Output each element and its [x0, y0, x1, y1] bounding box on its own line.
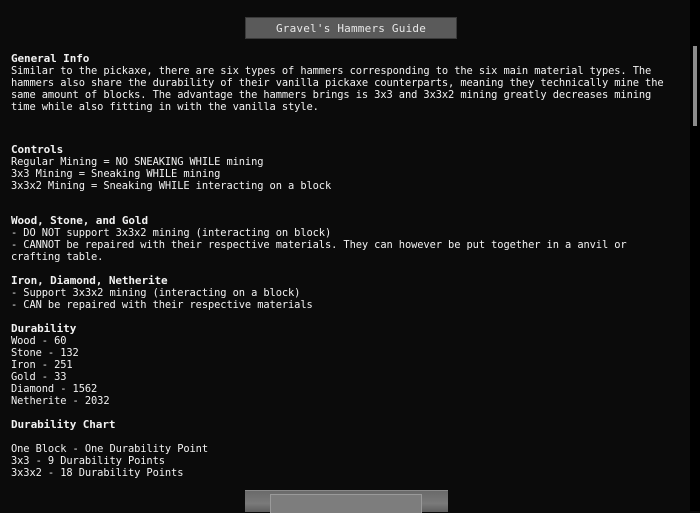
- section-text: 3x3 - 9 Durability Points: [11, 455, 165, 467]
- section-text: - Support 3x3x2 mining (interacting on a block): [11, 287, 301, 299]
- section-text: 3x3 Mining = Sneaking WHILE mining: [11, 168, 221, 180]
- section-text: Regular Mining = NO SNEAKING WHILE mining: [11, 156, 264, 168]
- image-frame: [270, 494, 422, 513]
- section-wood-stone-gold: [11, 214, 679, 263]
- section-text: - CANNOT be repaired with their respective materials. They can however be put together in a anvil or crafting table.: [11, 239, 633, 263]
- guide-content[interactable]: [11, 52, 679, 511]
- section-text: - DO NOT support 3x3x2 mining (interacting on block): [11, 227, 332, 239]
- section-heading: Durability: [11, 322, 77, 335]
- scrollbar-thumb[interactable]: [693, 46, 697, 126]
- scrollbar-track[interactable]: [690, 0, 700, 511]
- guide-title-bar: [245, 17, 457, 39]
- section-text: Gold - 33: [11, 371, 67, 383]
- section-text: Iron - 251: [11, 359, 73, 371]
- section-text: - CAN be repaired with their respective materials: [11, 299, 313, 311]
- section-text: One Block - One Durability Point: [11, 443, 208, 455]
- section-text: Wood - 60: [11, 335, 67, 347]
- section-heading: General Info: [11, 52, 90, 65]
- section-text: Stone - 132: [11, 347, 79, 359]
- section-controls: [11, 143, 679, 192]
- section-text: Diamond - 1562: [11, 383, 98, 395]
- section-iron-diamond-netherite: [11, 274, 679, 311]
- section-text: 3x3x2 Mining = Sneaking WHILE interacting on a block: [11, 180, 332, 192]
- guide-preview-image: [245, 490, 448, 512]
- section-durability: [11, 322, 679, 407]
- section-text: Similar to the pickaxe, there are six types of hammers corresponding to the six main material types. The hammers also share the durability of their vanilla pickaxe counterparts, meaning they technically mine the same amount of blocks. The advantage the hammers brings is 3x3 and 3x3x2 mining greatly decreases mining time while also fitting in with the vanilla style.: [11, 65, 670, 113]
- section-text: Netherite - 2032: [11, 395, 110, 407]
- section-text: 3x3x2 - 18 Durability Points: [11, 467, 184, 479]
- section-heading: Controls: [11, 143, 64, 156]
- section-heading: Wood, Stone, and Gold: [11, 214, 148, 227]
- section-heading: Iron, Diamond, Netherite: [11, 274, 168, 287]
- section-heading: Durability Chart: [11, 418, 116, 431]
- section-durability-chart: [11, 418, 679, 479]
- guide-title: Gravel's Hammers Guide: [275, 21, 427, 35]
- section-general-info: [11, 52, 679, 113]
